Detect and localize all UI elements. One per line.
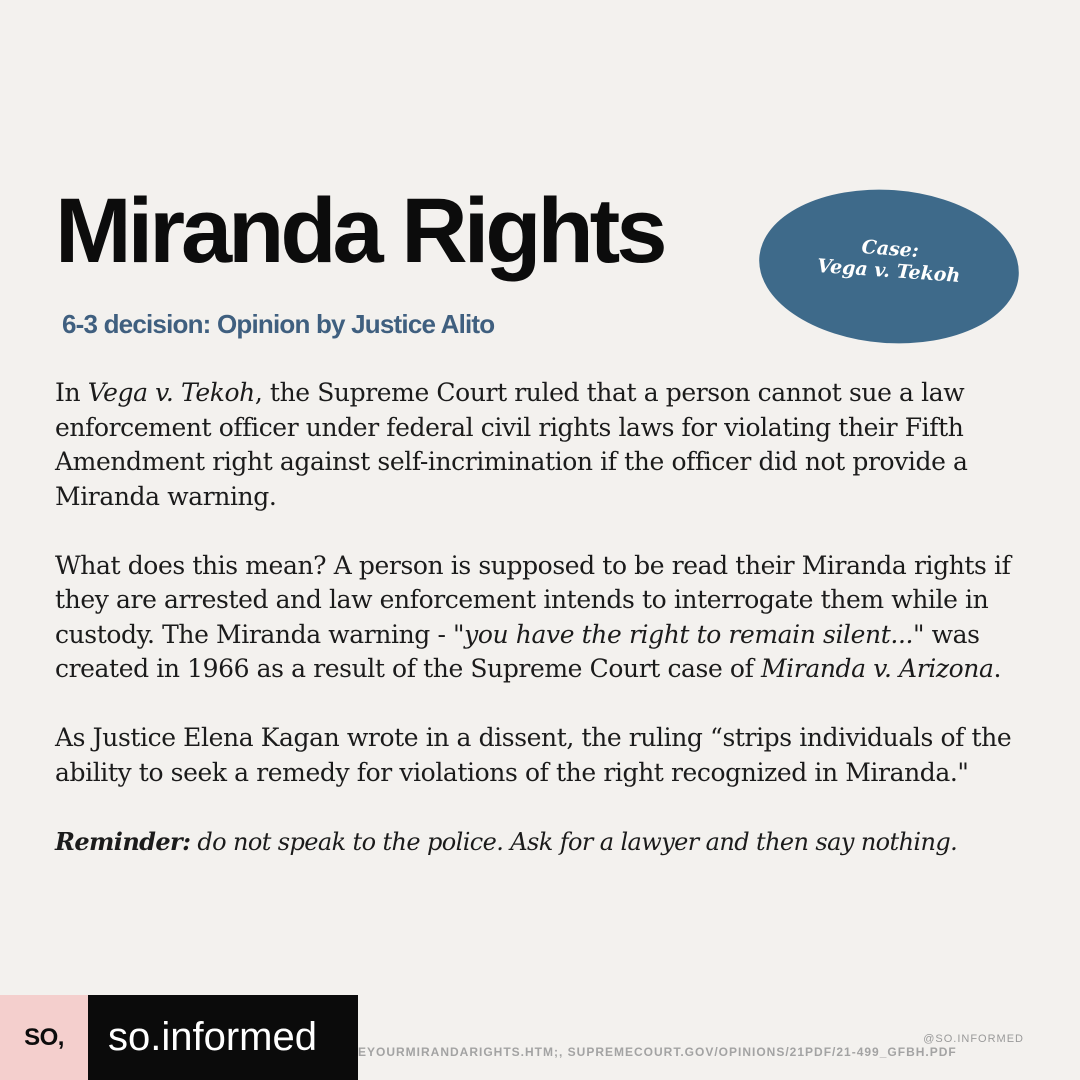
- paragraph-ruling: [55, 376, 1045, 514]
- page-title: Miranda Rights: [55, 180, 664, 282]
- reminder-text: do not speak to the police. Ask for a lawyer and then say nothing.: [190, 827, 958, 856]
- paragraph-meaning: [55, 549, 1045, 687]
- case-name: Vega v. Tekoh: [87, 378, 255, 407]
- decision-subtitle: 6-3 decision: Opinion by Justice Alito: [62, 309, 495, 339]
- paragraph-dissent: As Justice Elena Kagan wrote in a dissent, the ruling “strips individuals of the ability to seek a remedy for violations of the right recognized in Miranda.": [55, 723, 1012, 787]
- sources-text: EYOURMIRANDARIGHTS.HTM;, SUPREMECOURT.GOV/OPINIONS/21PDF/21-499_GFBH.PDF: [358, 1045, 957, 1059]
- miranda-quote: you have the right to remain silent...: [464, 619, 914, 649]
- credit-handle: @SO.INFORMED: [923, 1033, 1024, 1045]
- account-handle[interactable]: so.informed: [108, 1015, 317, 1059]
- logo-block: [0, 995, 88, 1080]
- case-badge: [754, 181, 1024, 352]
- brand-logo: SO,: [24, 1023, 64, 1051]
- case-name: Miranda v. Arizona: [760, 654, 994, 683]
- case-badge-label: Case:: [860, 235, 920, 262]
- case-badge-name: Vega v. Tekoh: [816, 254, 961, 287]
- reminder: [55, 825, 1045, 860]
- handle-block[interactable]: [88, 995, 358, 1080]
- body-text: [55, 376, 1045, 894]
- paragraph-text: In: [55, 378, 88, 407]
- paragraph-text: " was created in 1966 as a result of the Supreme Court case of: [55, 619, 980, 683]
- paragraph-text: What does this mean? A person is supposed to be read their Miranda rights if they are arrested and law enforcement intends to interrogate them while in custody. The Miranda warning - ": [55, 550, 1011, 649]
- sources-line: [358, 1045, 1024, 1059]
- reminder-label: Reminder:: [55, 826, 191, 856]
- paragraph-text: .: [993, 654, 1002, 683]
- paragraph-text: , the Supreme Court ruled that a person cannot sue a law enforcement officer under federal civil rights laws for violating their Fifth Amendment right against self-incrimination if the officer did not provide a Miranda warning.: [55, 378, 968, 511]
